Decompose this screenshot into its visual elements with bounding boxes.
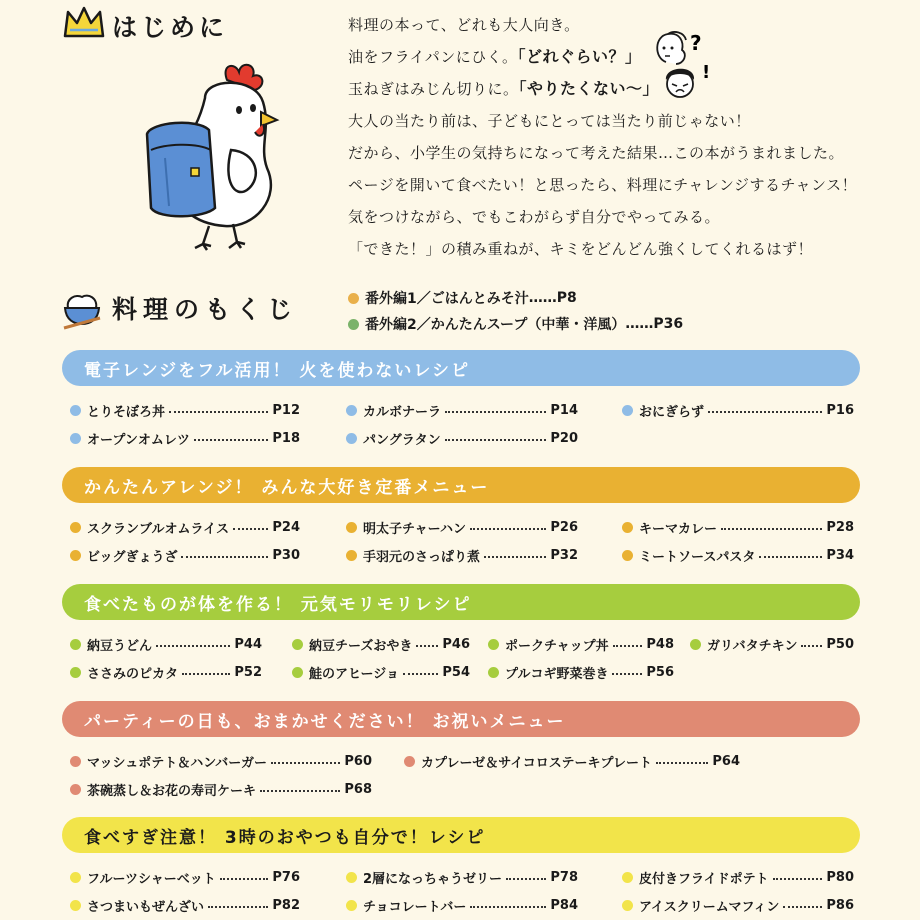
intro-line bbox=[348, 238, 813, 259]
intro-quote: 「やりたくない～」 bbox=[518, 79, 660, 98]
recipe-item[interactable] bbox=[404, 749, 740, 773]
section-header: 電子レンジをフル活用！ 火を使わないレシピ bbox=[62, 350, 860, 386]
bullet-dot bbox=[70, 433, 81, 444]
recipe-item[interactable] bbox=[622, 893, 854, 917]
leader-dots bbox=[156, 645, 230, 647]
recipe-item[interactable] bbox=[622, 543, 854, 567]
bullet-dot bbox=[70, 522, 81, 533]
leader-dots bbox=[801, 645, 822, 647]
leader-dots bbox=[271, 762, 340, 764]
bullet-dot bbox=[70, 900, 81, 911]
bullet-dot bbox=[346, 405, 357, 416]
recipe-item[interactable] bbox=[70, 749, 372, 773]
recipe-name: ビッグぎょうざ bbox=[87, 549, 178, 565]
recipe-name: 鮭のアヒージョ bbox=[309, 666, 399, 682]
leader-dots bbox=[506, 878, 546, 880]
bullet-dot bbox=[348, 319, 359, 330]
recipe-item[interactable] bbox=[346, 893, 578, 917]
chicken-with-backpack-illustration bbox=[135, 58, 295, 253]
intro-line-text: 料理の本って、どれも大人向き。 bbox=[348, 16, 580, 34]
recipe-name: ガリバタチキン bbox=[707, 638, 798, 654]
intro-line-text: 気をつけながら、でもこわがらず自分でやってみる。 bbox=[348, 208, 721, 226]
bullet-dot bbox=[346, 433, 357, 444]
recipe-item[interactable] bbox=[690, 632, 854, 656]
recipe-item[interactable] bbox=[488, 632, 674, 656]
recipe-name: 2層になっちゃうゼリー bbox=[363, 871, 503, 887]
recipe-name: 皮付きフライドポテト bbox=[639, 871, 769, 887]
bullet-dot bbox=[70, 550, 81, 561]
recipe-name: フルーツシャーベット bbox=[87, 871, 216, 887]
bullet-dot bbox=[690, 639, 701, 650]
recipe-name: パングラタン bbox=[363, 432, 441, 448]
recipe-page: P78 bbox=[550, 869, 578, 885]
leader-dots bbox=[260, 790, 340, 792]
leader-dots bbox=[233, 528, 268, 530]
recipe-item[interactable] bbox=[70, 543, 300, 567]
toc-extra-label: 番外編2／かんたんスープ（中華・洋風） bbox=[365, 317, 626, 333]
leader-dots bbox=[403, 673, 438, 675]
leader-dots bbox=[484, 556, 546, 558]
recipe-item[interactable] bbox=[346, 865, 578, 889]
recipe-name: チョコレートバー bbox=[363, 899, 467, 915]
leader-dots bbox=[182, 673, 230, 675]
leader-dots bbox=[169, 411, 268, 413]
bullet-dot bbox=[488, 667, 499, 678]
bullet-dot bbox=[70, 639, 81, 650]
recipe-name: 納豆チーズおやき bbox=[309, 638, 413, 654]
bullet-dot bbox=[346, 522, 357, 533]
recipe-item[interactable] bbox=[622, 865, 854, 889]
recipe-page: P86 bbox=[826, 897, 854, 913]
recipe-name: カプレーゼ＆サイコロステーキプレート bbox=[421, 755, 653, 771]
section-header: 食べすぎ注意！ 3時のおやつも自分で！レシピ bbox=[62, 817, 860, 853]
leader-dots bbox=[194, 439, 269, 441]
bullet-dot bbox=[622, 550, 633, 561]
recipe-item[interactable] bbox=[70, 515, 300, 539]
intro-line bbox=[348, 206, 720, 227]
recipe-page: P68 bbox=[344, 781, 372, 797]
recipe-page: P28 bbox=[826, 519, 854, 535]
bullet-dot bbox=[346, 872, 357, 883]
recipe-item[interactable] bbox=[346, 398, 578, 422]
recipe-page: P24 bbox=[272, 519, 300, 535]
recipe-page: P82 bbox=[272, 897, 300, 913]
recipe-name: キーマカレー bbox=[639, 521, 718, 537]
recipe-page: P16 bbox=[826, 402, 854, 418]
bullet-dot bbox=[404, 756, 415, 767]
recipe-name: プルコギ野菜巻き bbox=[505, 666, 609, 682]
recipe-name: 納豆うどん bbox=[87, 638, 153, 654]
toc-extra-page: P8 bbox=[556, 290, 577, 306]
leader-dots bbox=[612, 673, 642, 675]
recipe-page: P30 bbox=[272, 547, 300, 563]
leader-dots bbox=[445, 411, 546, 413]
recipe-item[interactable] bbox=[622, 515, 854, 539]
recipe-name: アイスクリームマフィン bbox=[639, 899, 780, 915]
recipe-item[interactable] bbox=[70, 426, 300, 450]
intro-quote: 「どれぐらい？」 bbox=[517, 47, 642, 66]
recipe-name: 明太子チャーハン bbox=[363, 521, 466, 537]
recipe-name: 手羽元のさっぱり煮 bbox=[363, 549, 481, 565]
recipe-page: P54 bbox=[442, 664, 470, 680]
recipe-page: P18 bbox=[272, 430, 300, 446]
recipe-item[interactable] bbox=[70, 632, 262, 656]
recipe-page: P52 bbox=[234, 664, 262, 680]
leader-dots bbox=[470, 906, 546, 908]
leader-dots bbox=[208, 906, 268, 908]
recipe-item[interactable] bbox=[70, 660, 262, 684]
leader-dots bbox=[721, 528, 822, 530]
bullet-dot bbox=[346, 900, 357, 911]
recipe-name: ミートソースパスタ bbox=[639, 549, 756, 565]
recipe-page: P12 bbox=[272, 402, 300, 418]
recipe-page: P32 bbox=[550, 547, 578, 563]
leader-dots bbox=[759, 556, 822, 558]
intro-line bbox=[348, 14, 580, 35]
recipe-page: P60 bbox=[344, 753, 372, 769]
recipe-item[interactable] bbox=[70, 777, 372, 801]
leader-dots bbox=[445, 439, 547, 441]
recipe-page: P50 bbox=[826, 636, 854, 652]
recipe-name: おにぎらず bbox=[639, 404, 705, 420]
recipe-name: とりそぼろ丼 bbox=[87, 404, 166, 420]
toc-title: 料理のもくじ bbox=[112, 295, 299, 324]
recipe-page: P34 bbox=[826, 547, 854, 563]
recipe-name: オープンオムレツ bbox=[87, 432, 190, 448]
section-header: パーティーの日も、おまかせください！ お祝いメニュー bbox=[62, 701, 860, 737]
rice-bowl-icon bbox=[62, 290, 102, 330]
recipe-page: P14 bbox=[550, 402, 578, 418]
intro-line-text: 大人の当たり前は、子どもにとっては当たり前じゃない！ bbox=[348, 112, 751, 130]
recipe-item[interactable] bbox=[70, 893, 300, 917]
toc-extra-item[interactable] bbox=[348, 288, 577, 308]
question-mark: ? bbox=[690, 31, 702, 55]
toc-extra-label: 番外編1／ごはんとみそ汁 bbox=[365, 291, 529, 307]
recipe-item[interactable] bbox=[346, 515, 578, 539]
recipe-item[interactable] bbox=[346, 543, 578, 567]
toc-extra-item[interactable] bbox=[348, 314, 683, 334]
reluctant-boy-icon bbox=[652, 62, 722, 100]
intro-line bbox=[348, 76, 659, 99]
recipe-page: P46 bbox=[442, 636, 470, 652]
bullet-dot bbox=[70, 756, 81, 767]
recipe-item[interactable] bbox=[346, 426, 578, 450]
recipe-name: カルボナーラ bbox=[363, 404, 442, 420]
intro-line-text: 玉ねぎはみじん切りに。 bbox=[348, 80, 519, 98]
recipe-page: P26 bbox=[550, 519, 578, 535]
intro-line-text: ページを開いて食べたい！と思ったら、料理にチャレンジするチャンス！ bbox=[348, 176, 858, 194]
recipe-page: P64 bbox=[712, 753, 740, 769]
bullet-dot bbox=[622, 872, 633, 883]
recipe-name: マッシュポテト＆ハンバーガー bbox=[87, 755, 268, 771]
recipe-page: P80 bbox=[826, 869, 854, 885]
section-header: かんたんアレンジ！ みんな大好き定番メニュー bbox=[62, 467, 860, 503]
leader-dots: …… bbox=[528, 290, 557, 306]
intro-title: はじめに bbox=[112, 13, 229, 42]
leader-dots bbox=[783, 906, 822, 908]
intro-line bbox=[348, 174, 857, 195]
crown-icon bbox=[62, 6, 106, 40]
bullet-dot bbox=[346, 550, 357, 561]
intro-line bbox=[348, 142, 844, 163]
recipe-name: ポークチャップ丼 bbox=[505, 638, 609, 654]
recipe-item[interactable] bbox=[622, 398, 854, 422]
bullet-dot bbox=[292, 639, 303, 650]
section-header: 食べたものが体を作る！ 元気モリモリレシピ bbox=[62, 584, 860, 620]
recipe-page: P76 bbox=[272, 869, 300, 885]
recipe-page: P44 bbox=[234, 636, 262, 652]
recipe-name: さつまいもぜんざい bbox=[87, 899, 205, 915]
recipe-item[interactable] bbox=[70, 398, 300, 422]
bullet-dot bbox=[70, 667, 81, 678]
leader-dots: …… bbox=[625, 316, 654, 332]
intro-line-text: だから、小学生の気持ちになって考えた結果…この本がうまれました。 bbox=[348, 144, 845, 162]
bullet-dot bbox=[348, 293, 359, 304]
recipe-name: スクランブルオムライス bbox=[87, 521, 229, 537]
bullet-dot bbox=[70, 784, 81, 795]
leader-dots bbox=[181, 556, 268, 558]
recipe-item[interactable] bbox=[292, 660, 470, 684]
toc-extra-page: P36 bbox=[653, 316, 684, 332]
recipe-page: P56 bbox=[646, 664, 674, 680]
recipe-name: ささみのピカタ bbox=[87, 666, 179, 682]
bullet-dot bbox=[622, 900, 633, 911]
recipe-page: P84 bbox=[550, 897, 578, 913]
leader-dots bbox=[416, 645, 438, 647]
bullet-dot bbox=[622, 522, 633, 533]
bullet-dot bbox=[70, 405, 81, 416]
intro-line bbox=[348, 44, 641, 67]
leader-dots bbox=[220, 878, 269, 880]
leader-dots bbox=[656, 762, 708, 764]
bullet-dot bbox=[488, 639, 499, 650]
recipe-item[interactable] bbox=[488, 660, 674, 684]
leader-dots bbox=[773, 878, 823, 880]
exclaim-mark: ! bbox=[702, 62, 711, 83]
leader-dots bbox=[470, 528, 546, 530]
intro-line bbox=[348, 110, 751, 131]
intro-line-text: 油をフライパンにひく。 bbox=[348, 48, 518, 66]
recipe-item[interactable] bbox=[70, 865, 300, 889]
leader-dots bbox=[613, 645, 643, 647]
recipe-item[interactable] bbox=[292, 632, 470, 656]
recipe-page: P20 bbox=[550, 430, 578, 446]
bullet-dot bbox=[70, 872, 81, 883]
intro-line-text: 「できた！」の積み重ねが、キミをどんどん強くしてくれるはず！ bbox=[348, 240, 814, 258]
recipe-name: 茶碗蒸し＆お花の寿司ケーキ bbox=[87, 783, 257, 799]
bullet-dot bbox=[622, 405, 633, 416]
recipe-page: P48 bbox=[646, 636, 674, 652]
leader-dots bbox=[708, 411, 822, 413]
bullet-dot bbox=[292, 667, 303, 678]
